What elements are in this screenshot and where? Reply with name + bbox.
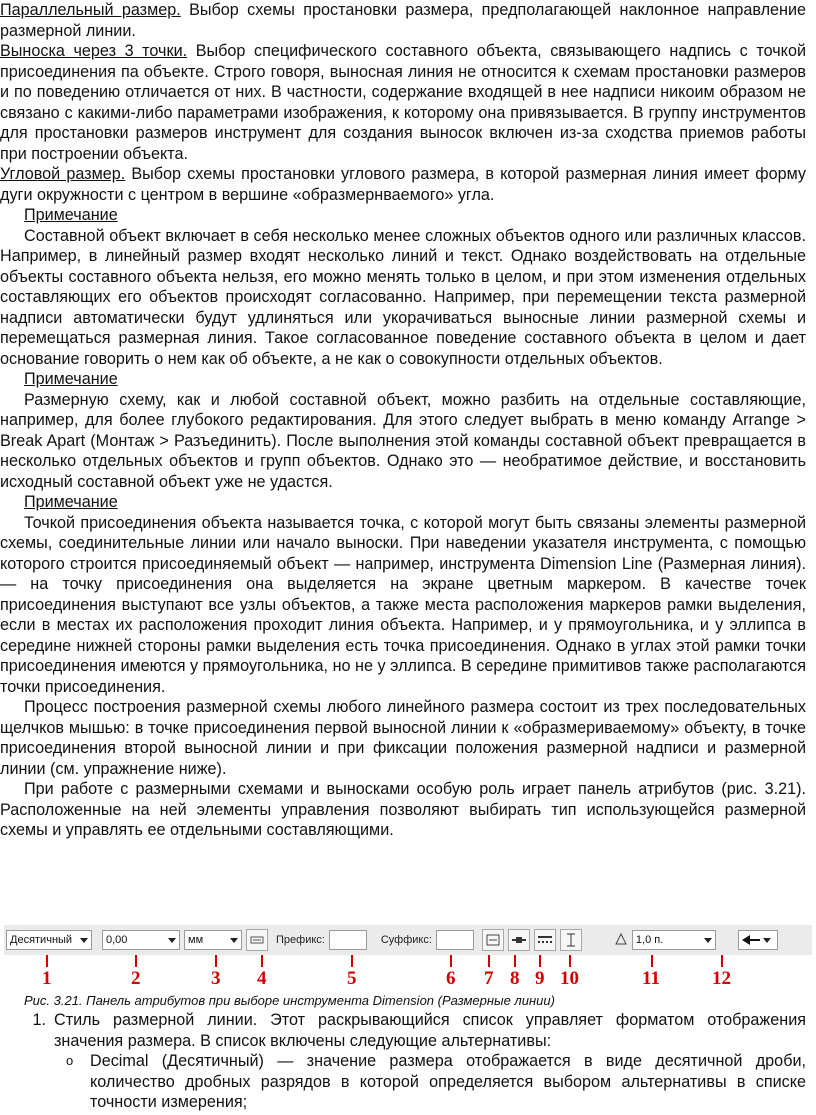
- dimension-style-value: Десятичный: [10, 934, 73, 946]
- extension-line-icon: [537, 932, 553, 948]
- dropdown-arrow-icon: [80, 938, 88, 943]
- note-paragraph: Составной объект включает в себя несколько менее сложных объектов одного или различных классов. Например, в линейный размер входят несколько линий и текст. Однако воздействовать на отдельные объекты составного объекта нельзя, его можно менять только в целом, и при этом изменения отдельных составляющих его объектов происходят согласованно. Например, при перемещении текста размерной надписи автоматически будут удлиняться или укорачиваться выносные линии размерной схемы и перемещаться размерная линия. Такое согласованное поведение составного объекта в целом и дает основание говорить о нем как об объекте, а не как о совокупности отдельных объектов.: [0, 226, 806, 368]
- callout-number: 11: [642, 968, 660, 989]
- term-angular-dimension: Угловой размер.: [0, 165, 126, 183]
- dropdown-arrow-icon: [763, 938, 771, 943]
- arrowhead-icon: [742, 934, 760, 946]
- text-position-button[interactable]: [508, 929, 530, 951]
- prefix-input[interactable]: [329, 930, 367, 950]
- paragraph-callout-3-points: [0, 41, 806, 164]
- dynamic-dimensioning-icon: [485, 932, 501, 948]
- callout-number: 9: [535, 968, 545, 989]
- dropdown-arrow-icon: [168, 938, 176, 943]
- sub-list-item: [66, 1051, 806, 1113]
- paragraph-parallel-dimension: [0, 0, 806, 41]
- note-heading: Примечание: [24, 493, 118, 511]
- text-alignment-icon: [563, 932, 579, 948]
- callout-number: 8: [510, 968, 520, 989]
- paragraph-text: Выбор схемы простановки размера, предполагающей наклонное направление размерной линии.: [0, 1, 807, 40]
- suffix-label: Суффикс:: [380, 934, 432, 946]
- callout-number: 6: [446, 968, 456, 989]
- list-item: [0, 1010, 806, 1051]
- dynamic-dimensioning-button[interactable]: [482, 929, 504, 951]
- term-parallel-dimension: Параллельный размер.: [0, 1, 181, 19]
- paragraph-process: Процесс построения размерной схемы любого линейного размера состоит из трех последовательных щелчков мышью: в точке присоединения первой выносной линии к «образмериваемому» объекту, в точке присоединения второй выносной линии и при фиксации положения размерной надписи и размерной линии (см. упражнение ниже).: [0, 698, 806, 778]
- dimension-precision-value: 0,00: [106, 934, 128, 946]
- dimension-units-value: мм: [188, 934, 204, 946]
- note-heading: Примечание: [24, 370, 118, 388]
- arrowhead-select[interactable]: [738, 930, 778, 950]
- property-bar: [4, 925, 812, 955]
- suffix-input[interactable]: [436, 930, 474, 950]
- callout-number: 3: [211, 968, 221, 989]
- outline-width-value: 1,0 п.: [635, 934, 664, 946]
- list-item-text: Стиль размерной линии. Этот раскрывающийся список управляет форматом отображения значения размера. В список включены следующие альтернативы:: [54, 1011, 806, 1050]
- dimension-units-select[interactable]: [184, 930, 242, 950]
- note-heading: Примечание: [24, 206, 118, 224]
- paragraph-property-bar: При работе с размерными схемами и выносками особую роль играет панель атрибутов (рис. 3.21). Расположенные на ней элементы управления позволяют выбирать тип использующейся размерной схемы и управлять ее отдельными составляющими.: [0, 780, 806, 839]
- paragraph-text: Выбор специфического составного объекта, связывающего надпись с точкой присоединения па объекте. Строго говоря, выносная линия не относится к схемам простановки размеров и по поведению отличается от них. В частности, содержание входящей в нее надписи никоим образом не связано с какими-либо параметрами изображения, к которому она привязывается. В группу инструментов для простановки размеров инструмент для создания выносок включен из-за сходства приемов работы при построении объекта.: [0, 42, 806, 163]
- callout-number: 2: [131, 968, 141, 989]
- show-units-button[interactable]: [246, 929, 268, 951]
- prefix-label: Префикс:: [276, 934, 325, 946]
- text-alignment-button[interactable]: [560, 929, 582, 951]
- text-position-icon: [511, 932, 527, 948]
- list-item-number: 1.: [32, 1011, 46, 1029]
- note-paragraph: Точкой присоединения объекта называется точка, с которой могут быть связаны элементы размерной схемы, соединительные линии или начало выноски. При наведении указателя инструмента, с помощью которого строится присоединяемый объект — например, инструмента Dimension Line (Размерная линия). — на точку присоединения она выделяется на экране цветным маркером. В качестве точек присоединения выступают все узлы объектов, а также места расположения маркеров рамки выделения, если в местах их расположения проходит линия объекта. Например, и у прямоугольника, и у эллипса в середине нижней стороны рамки выделения есть точка присоединения. Однако в углах этой рамки точки присоединения имеются у прямоугольника, но не у эллипса. В середине примитивов также располагаются точки присоединения.: [0, 513, 806, 696]
- dimension-precision-select[interactable]: [102, 930, 180, 950]
- callout-number: 5: [347, 968, 357, 989]
- dropdown-arrow-icon: [704, 938, 712, 943]
- callout-markers: [0, 955, 816, 995]
- callout-number: 1: [42, 968, 52, 989]
- term-callout-3-points: Выноска через 3 точки.: [0, 42, 188, 60]
- callout-lines: [0, 955, 816, 995]
- outline-pen-icon: [614, 932, 628, 948]
- show-units-icon: [250, 933, 264, 947]
- callout-number: 12: [712, 968, 731, 989]
- dimension-style-select[interactable]: [6, 930, 92, 950]
- outline-width-select[interactable]: [632, 930, 716, 950]
- dropdown-arrow-icon: [230, 938, 238, 943]
- paragraph-angular-dimension: [0, 164, 806, 205]
- paragraph-text: Выбор схемы простановки углового размера, в которой размерная линия имеет форму дуги окружности с центром в вершине «образмернваемого» угла.: [0, 165, 806, 204]
- note-paragraph: Размерную схему, как и любой составной объект, можно разбить на отдельные составляющие, например, для более глубокого редактирования. Для этого следует выбрать в меню команду Arrange > Break Apart (Монтаж > Разъединить). После выполнения этой команды составной объект превращается в несколько отдельных объектов и групп объектов. Однако это — необратимое действие, и восстановить исходный составной объект уже не удастся.: [0, 390, 806, 491]
- numbered-list: [0, 1010, 806, 1113]
- callout-number: 4: [257, 968, 267, 989]
- callout-number: 7: [484, 968, 494, 989]
- extension-line-options-button[interactable]: [534, 929, 556, 951]
- bullet-icon: o: [66, 1053, 74, 1068]
- sub-list-item-text: Decimal (Десятичный) — значение размера отображается в виде десятичной дроби, количество дробных разрядов в которой определяется выбором альтернативы в списке точности измерения;: [90, 1052, 806, 1111]
- callout-number: 10: [560, 968, 579, 989]
- figure-caption: Рис. 3.21. Панель атрибутов при выборе инструмента Dimension (Размерные линии): [24, 993, 555, 1008]
